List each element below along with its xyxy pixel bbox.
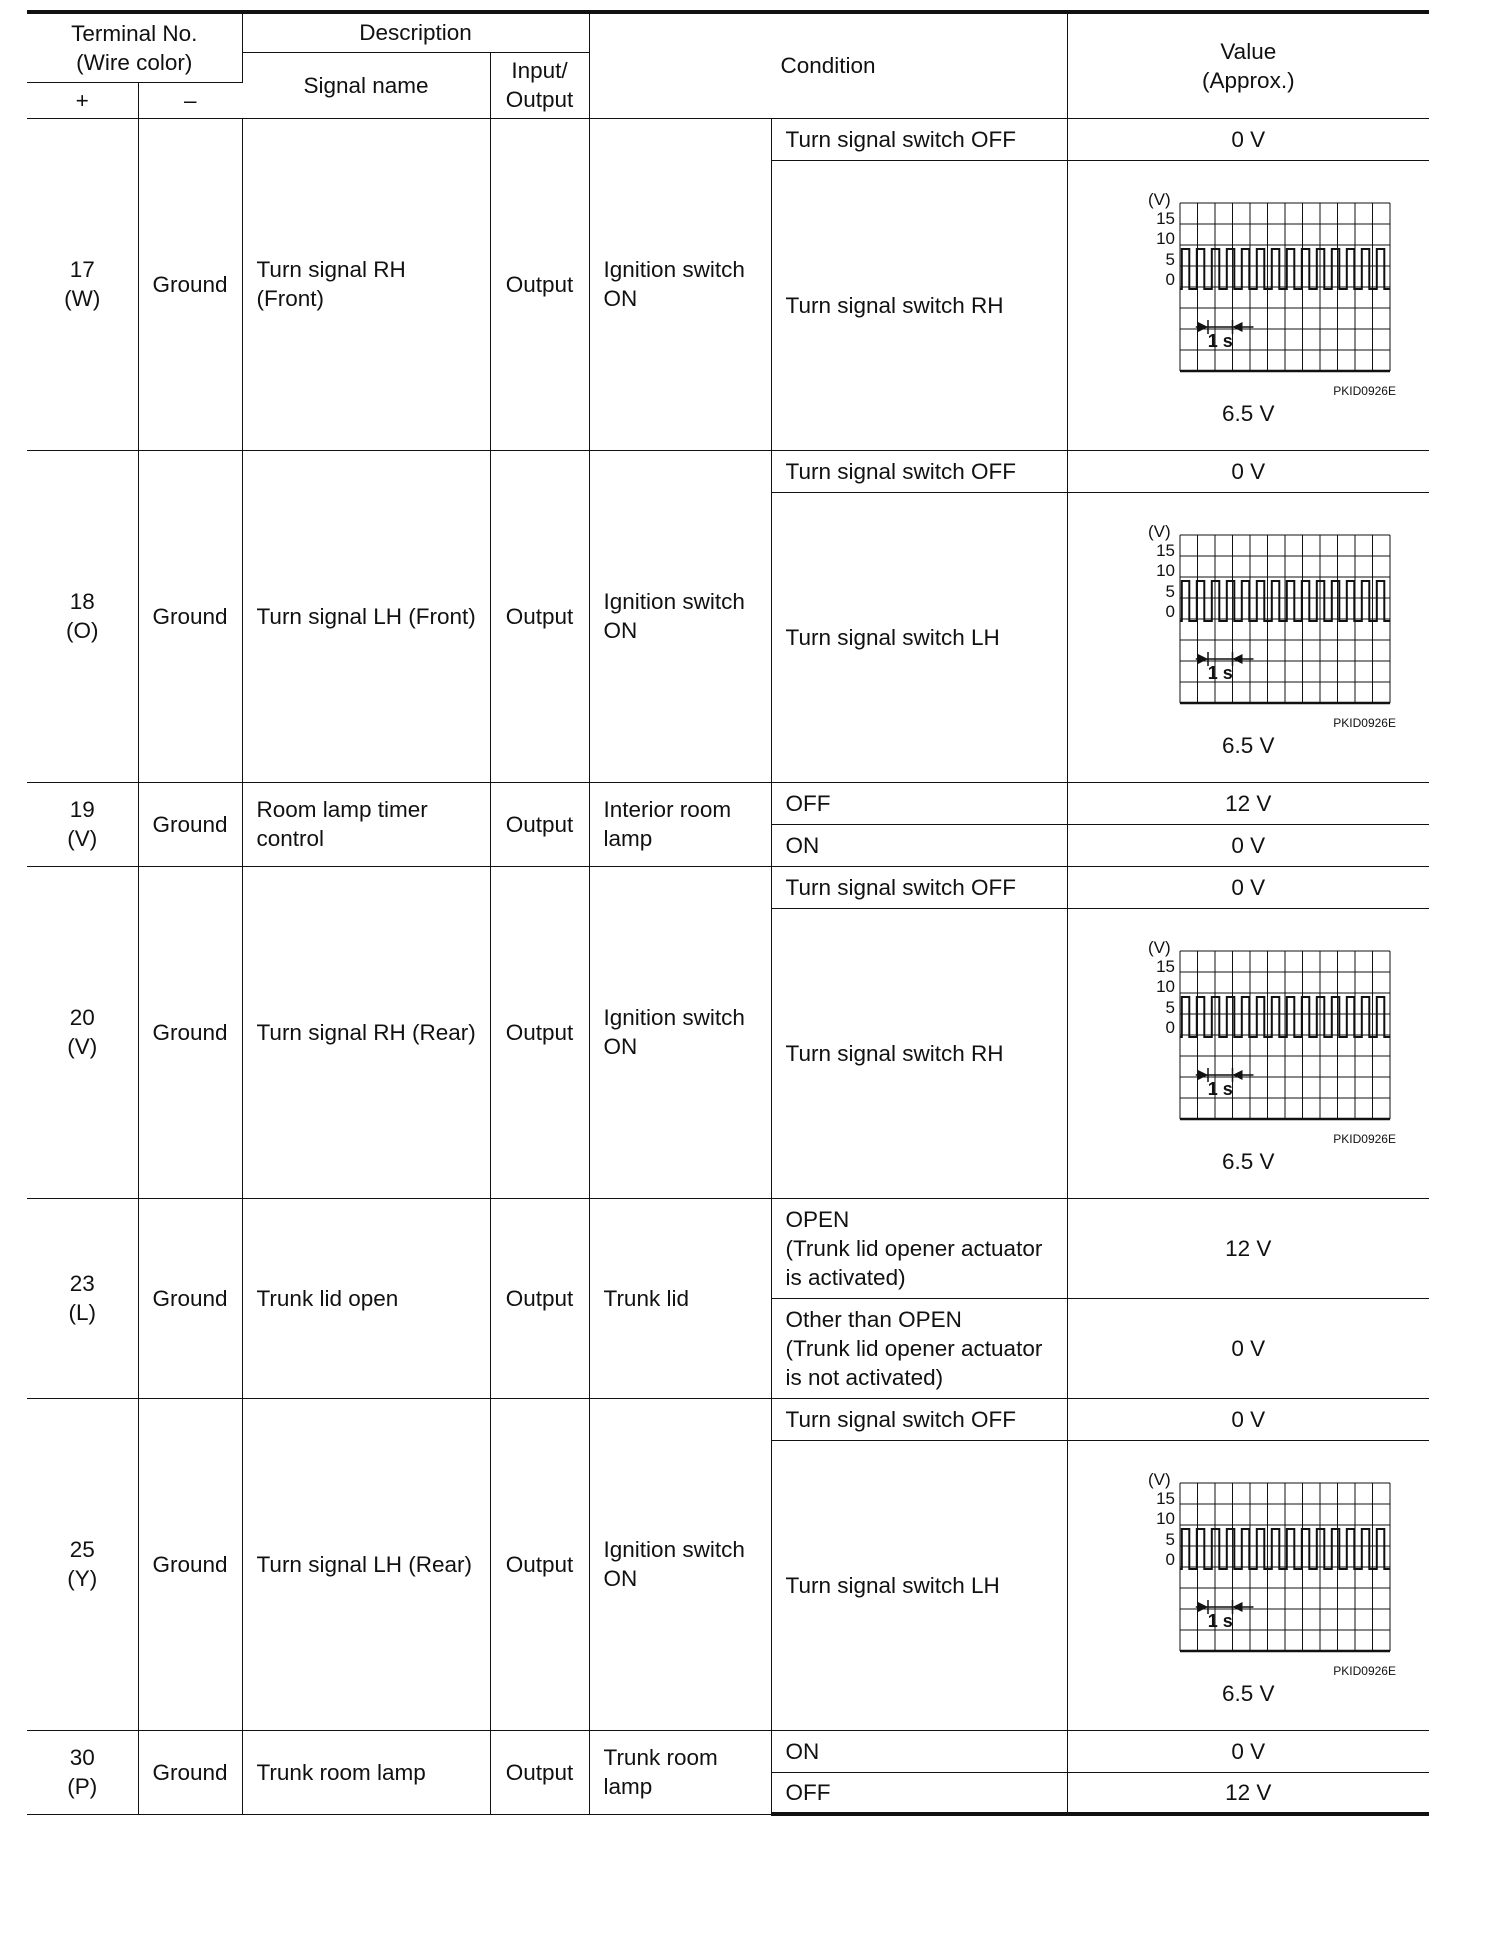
waveform-y-tick: 15: [1156, 208, 1176, 228]
terminal-number: 18 (O): [27, 450, 138, 782]
input-output: Output: [490, 450, 589, 782]
table-row: [27, 118, 1429, 160]
input-output: Output: [490, 118, 589, 450]
waveform-y-tick: 10: [1156, 228, 1176, 248]
condition-sub: Turn signal switch LH: [771, 492, 1067, 782]
value-cell: 0 V: [1067, 866, 1429, 908]
figure-code-label: PKID0926E: [1333, 383, 1397, 398]
waveform-y-tick: 0: [1165, 269, 1176, 289]
table-row: [27, 1398, 1429, 1440]
waveform-value: 6.5 V: [1222, 1680, 1275, 1706]
terminal-number: 17 (W): [27, 118, 138, 450]
terminal-number: 19 (V): [27, 782, 138, 866]
signal-name: Turn signal RH (Rear): [242, 866, 490, 1198]
input-output: Output: [490, 1730, 589, 1814]
waveform-y-tick: 10: [1156, 976, 1176, 996]
signal-name: Turn signal LH (Front): [242, 450, 490, 782]
value-cell: 0 V: [1067, 1398, 1429, 1440]
value-cell: 0 V: [1067, 450, 1429, 492]
waveform-arrow-icon: [1233, 1070, 1243, 1080]
waveform-unit-label: (V): [1148, 521, 1171, 541]
waveform-chart: [1098, 1463, 1398, 1679]
header-value: Value (Approx.): [1067, 12, 1429, 118]
table-row: [27, 782, 1429, 824]
waveform-y-tick: 15: [1156, 956, 1176, 976]
value-cell: 0 V: [1067, 824, 1429, 866]
figure-code-label: PKID0926E: [1333, 1663, 1397, 1678]
terminal-minus: Ground: [138, 450, 242, 782]
value-cell: [1067, 1440, 1429, 1730]
terminal-spec-table: [27, 10, 1429, 1816]
condition-sub: Other than OPEN (Trunk lid opener actuator is not activated): [771, 1298, 1067, 1398]
table-row: [27, 450, 1429, 492]
waveform-period-label: 1 s: [1208, 662, 1234, 683]
terminal-spec-document: [27, 10, 1429, 1816]
terminal-number: 30 (P): [27, 1730, 138, 1814]
value-cell: 0 V: [1067, 1298, 1429, 1398]
waveform-chart: [1098, 515, 1398, 731]
value-cell: [1067, 160, 1429, 450]
input-output: Output: [490, 866, 589, 1198]
signal-name: Turn signal LH (Rear): [242, 1398, 490, 1730]
terminal-minus: Ground: [138, 782, 242, 866]
signal-name: Trunk room lamp: [242, 1730, 490, 1814]
waveform-unit-label: (V): [1148, 189, 1171, 209]
waveform-y-tick: 0: [1165, 601, 1176, 621]
header-input-output: Input/ Output: [490, 52, 589, 118]
header-terminal-no: Terminal No. (Wire color): [27, 12, 242, 82]
condition-main: Interior room lamp: [589, 782, 771, 866]
waveform-arrow-icon: [1198, 1070, 1208, 1080]
terminal-minus: Ground: [138, 1198, 242, 1398]
waveform-arrow-icon: [1233, 1602, 1243, 1612]
waveform-value: 6.5 V: [1222, 732, 1275, 758]
header-condition: Condition: [589, 12, 1067, 118]
signal-name: Room lamp timer control: [242, 782, 490, 866]
table-row: [27, 866, 1429, 908]
waveform-y-tick: 15: [1156, 540, 1176, 560]
value-cell: 12 V: [1067, 782, 1429, 824]
waveform-arrow-icon: [1233, 322, 1243, 332]
signal-name: Turn signal RH (Front): [242, 118, 490, 450]
waveform-arrow-icon: [1198, 654, 1208, 664]
waveform-arrow-icon: [1198, 1602, 1208, 1612]
value-cell: 12 V: [1067, 1772, 1429, 1814]
condition-sub: Turn signal switch RH: [771, 160, 1067, 450]
condition-sub: OPEN (Trunk lid opener actuator is activated): [771, 1198, 1067, 1298]
waveform-y-tick: 0: [1165, 1549, 1176, 1569]
waveform-period-label: 1 s: [1208, 330, 1234, 351]
waveform-period-label: 1 s: [1208, 1610, 1234, 1631]
value-cell: 0 V: [1067, 118, 1429, 160]
figure-code-label: PKID0926E: [1333, 1131, 1397, 1146]
input-output: Output: [490, 1398, 589, 1730]
condition-sub: Turn signal switch LH: [771, 1440, 1067, 1730]
waveform-y-tick: 5: [1165, 581, 1176, 601]
condition-sub: OFF: [771, 782, 1067, 824]
waveform-arrow-icon: [1233, 654, 1243, 664]
value-cell: [1067, 908, 1429, 1198]
table-row: [27, 1730, 1429, 1772]
terminal-number: 20 (V): [27, 866, 138, 1198]
terminal-minus: Ground: [138, 1398, 242, 1730]
condition-main: Trunk lid: [589, 1198, 771, 1398]
condition-sub: ON: [771, 824, 1067, 866]
condition-sub: OFF: [771, 1772, 1067, 1814]
terminal-minus: Ground: [138, 118, 242, 450]
header-signal-name: Signal name: [242, 52, 490, 118]
terminal-minus: Ground: [138, 1730, 242, 1814]
condition-main: Ignition switch ON: [589, 1398, 771, 1730]
signal-name: Trunk lid open: [242, 1198, 490, 1398]
waveform-y-tick: 5: [1165, 1529, 1176, 1549]
condition-sub: ON: [771, 1730, 1067, 1772]
condition-sub: Turn signal switch RH: [771, 908, 1067, 1198]
table-row: [27, 1198, 1429, 1298]
waveform-value: 6.5 V: [1222, 1148, 1275, 1174]
waveform-chart: [1098, 931, 1398, 1147]
waveform-y-tick: 15: [1156, 1488, 1176, 1508]
waveform-unit-label: (V): [1148, 1469, 1171, 1489]
waveform-unit-label: (V): [1148, 937, 1171, 957]
value-cell: 0 V: [1067, 1730, 1429, 1772]
input-output: Output: [490, 1198, 589, 1398]
condition-sub: Turn signal switch OFF: [771, 450, 1067, 492]
condition-sub: Turn signal switch OFF: [771, 118, 1067, 160]
condition-main: Trunk room lamp: [589, 1730, 771, 1814]
waveform-period-label: 1 s: [1208, 1078, 1234, 1099]
input-output: Output: [490, 782, 589, 866]
waveform-y-tick: 0: [1165, 1017, 1176, 1037]
waveform-y-tick: 5: [1165, 249, 1176, 269]
header-plus: +: [27, 82, 138, 118]
terminal-number: 25 (Y): [27, 1398, 138, 1730]
value-cell: [1067, 492, 1429, 782]
table-body: [27, 118, 1429, 1814]
value-cell: 12 V: [1067, 1198, 1429, 1298]
waveform-arrow-icon: [1198, 322, 1208, 332]
header-minus: –: [138, 82, 242, 118]
waveform-chart: [1098, 183, 1398, 399]
condition-main: Ignition switch ON: [589, 866, 771, 1198]
terminal-number: 23 (L): [27, 1198, 138, 1398]
condition-sub: Turn signal switch OFF: [771, 1398, 1067, 1440]
table-header: [27, 12, 1429, 118]
condition-sub: Turn signal switch OFF: [771, 866, 1067, 908]
waveform-y-tick: 10: [1156, 1508, 1176, 1528]
terminal-minus: Ground: [138, 866, 242, 1198]
figure-code-label: PKID0926E: [1333, 715, 1397, 730]
waveform-value: 6.5 V: [1222, 400, 1275, 426]
condition-main: Ignition switch ON: [589, 118, 771, 450]
waveform-y-tick: 5: [1165, 997, 1176, 1017]
header-description: Description: [242, 12, 589, 52]
waveform-y-tick: 10: [1156, 560, 1176, 580]
condition-main: Ignition switch ON: [589, 450, 771, 782]
